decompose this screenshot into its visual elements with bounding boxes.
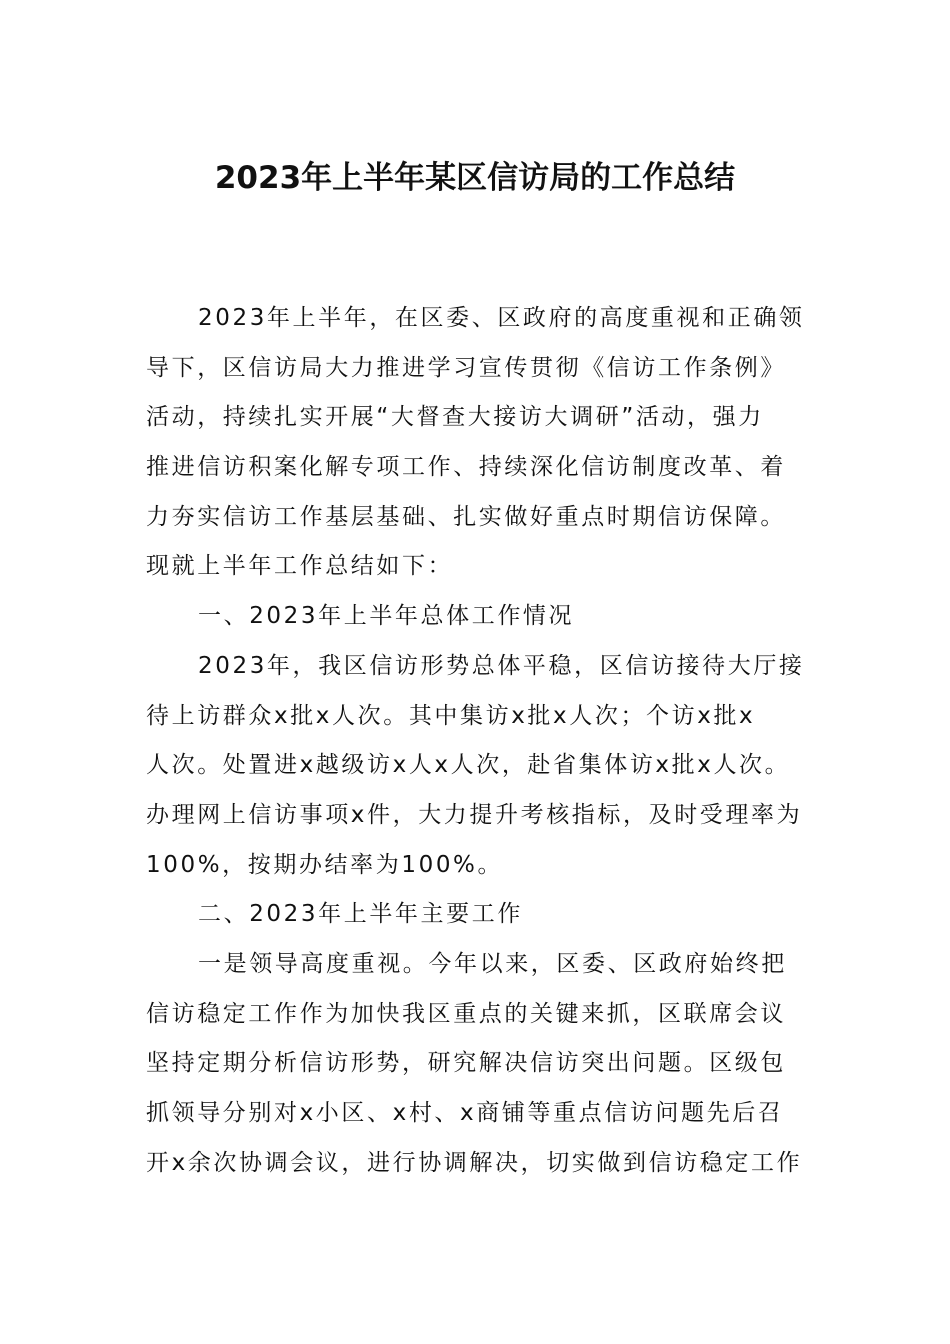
paragraph-line: 现就上半年工作总结如下： [146,553,454,580]
paragraph-line: 100%，按期办结率为100%。 [146,851,504,878]
document-title: 2023年上半年某区信访局的工作总结 [214,160,736,196]
paragraph-line: 抓领导分别对x小区、x村、x商铺等重点信访问题先后召 [146,1100,784,1126]
paragraph-line: 办理网上信访事项x件，大力提升考核指标，及时受理率为 [146,801,803,828]
paragraph-line: 活动，持续扎实开展“大督查大接访大调研”活动，强力 [146,404,764,431]
paragraph-line: 坚持定期分析信访形势，研究解决信访突出问题。区级包 [146,1050,786,1077]
paragraph-line: 信访稳定工作作为加快我区重点的关键来抓，区联席会议 [146,1000,786,1027]
paragraph-line: 力夯实信访工作基层基础、扎实做好重点时期信访保障。 [146,503,786,530]
paragraph-line: 人次。处置进x越级访x人x人次，赴省集体访x批x人次。 [146,752,791,779]
paragraph-line: 一是领导高度重视。今年以来，区委、区政府始终把 [198,950,787,977]
paragraph-line: 推进信访积案化解专项工作、持续深化信访制度改革、着 [146,454,786,481]
paragraph-line: 导下，区信访局大力推进学习宣传贯彻《信访工作条例》 [146,354,786,381]
document-body [146,294,810,1188]
paragraph-line: 开x余次协调会议，进行协调解决，切实做到信访稳定工作 [146,1149,803,1176]
paragraph-line: 待上访群众x批x人次。其中集访x批x人次；个访x批x [146,702,756,729]
section-heading: 一、2023年上半年总体工作情况 [198,603,575,630]
section-heading: 二、2023年上半年主要工作 [198,901,523,928]
paragraph-line: 2023年，我区信访形势总体平稳，区信访接待大厅接 [198,652,805,679]
paragraph-line: 2023年上半年，在区委、区政府的高度重视和正确领 [198,305,805,331]
